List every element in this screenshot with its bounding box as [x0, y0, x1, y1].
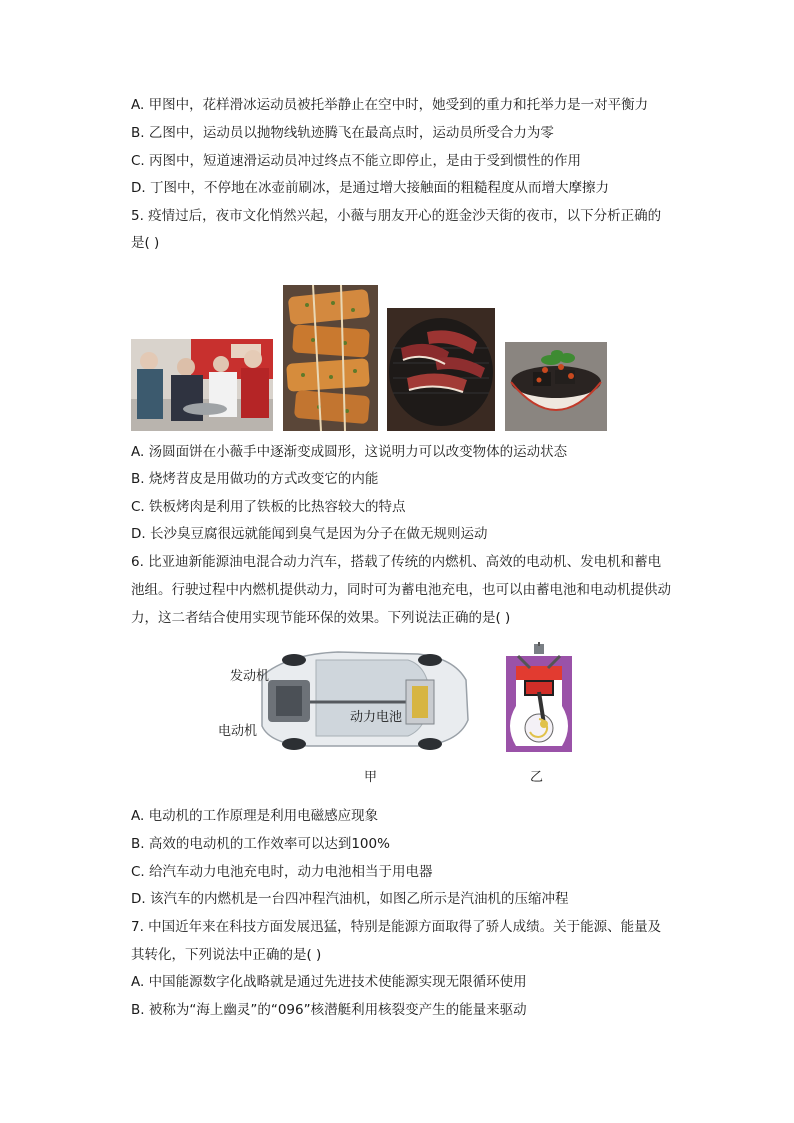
q7-option-a: A. 中国能源数字化战略就是通过先进技术使能源实现无限循环使用 [131, 974, 527, 990]
q7-stem-line1: 7. 中国近年来在科技方面发展迅猛，特别是能源方面取得了骄人成绩。关于能源、能量及 [131, 919, 662, 935]
q4-option-b: B. 乙图中，运动员以抛物线轨迹腾飞在最高点时，运动员所受合力为零 [131, 125, 554, 141]
q6-option-a: A. 电动机的工作原理是利用电磁感应现象 [131, 808, 379, 824]
q6-stem-line3: 力，这二者结合使用实现节能环保的效果。下列说法正确的是( ) [131, 610, 511, 626]
photo-stinky-tofu [505, 342, 607, 431]
caption-jia: 甲 [364, 770, 378, 785]
q6-option-d: D. 该汽车的内燃机是一台四冲程汽油机，如图乙所示是汽油机的压缩冲程 [131, 891, 569, 907]
q5-stem-line1: 5. 疫情过后，夜市文化悄然兴起，小薇与朋友开心的逛金沙天街的夜市，以下分析正确的 [131, 208, 662, 224]
label-generator: 发动机 [230, 669, 270, 684]
q6-option-c: C. 给汽车动力电池充电时，动力电池相当于用电器 [131, 864, 433, 880]
q7-option-b: B. 被称为“海上幽灵”的“096”核潜艇利用核裂变产生的能量来驱动 [131, 1002, 527, 1018]
q5-option-a: A. 汤圆面饼在小薇手中逐渐变成圆形，这说明力可以改变物体的运动状态 [131, 444, 568, 460]
q7-stem-line2: 其转化，下列说法中正确的是( ) [131, 947, 322, 963]
q4-option-d: D. 丁图中，不停地在冰壶前刷冰，是通过增大接触面的粗糙程度从而增大摩擦力 [131, 180, 609, 196]
q4-option-c: C. 丙图中，短道速滑运动员冲过终点不能立即停止，是由于受到惯性的作用 [131, 153, 582, 169]
q5-option-b: B. 烧烤苕皮是用做功的方式改变它的内能 [131, 471, 379, 487]
q5-option-c: C. 铁板烤肉是利用了铁板的比热容较大的特点 [131, 499, 406, 515]
q6-stem-line2: 池组。行驶过程中内燃机提供动力，同时可为蓄电池充电，也可以由蓄电池和电动机提供动 [131, 582, 671, 598]
q6-stem-line1: 6. 比亚迪新能源油电混合动力汽车，搭载了传统的内燃机、高效的电动机、发电机和蓄电 [131, 554, 662, 570]
q4-option-a: A. 甲图中，花样滑冰运动员被托举静止在空中时，她受到的重力和托举力是一对平衡力 [131, 97, 649, 113]
q5-stem-line2: 是( ) [131, 235, 160, 251]
photo-skewers [283, 285, 378, 431]
q5-option-d: D. 长沙臭豆腐很远就能闻到臭气是因为分子在做无规则运动 [131, 526, 488, 542]
photo-iron-plate-meat [387, 308, 495, 431]
q6-option-b: B. 高效的电动机的工作效率可以达到100% [131, 836, 390, 852]
photo-tangyuan [131, 339, 273, 431]
label-battery: 动力电池 [350, 710, 403, 725]
label-motor: 电动机 [218, 724, 258, 739]
figure-engine-cylinder [500, 642, 578, 754]
caption-yi: 乙 [530, 770, 544, 785]
